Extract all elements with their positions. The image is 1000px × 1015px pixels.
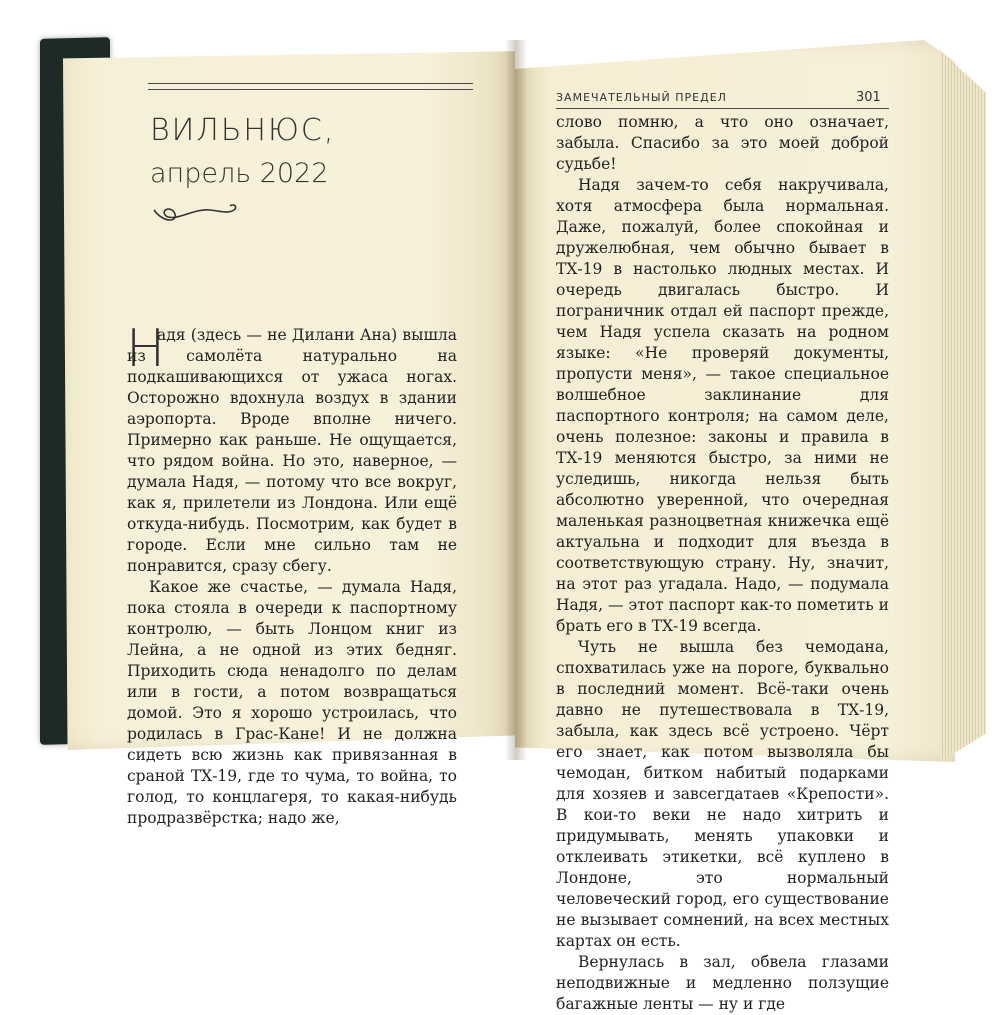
header-rule xyxy=(556,108,889,109)
page-number: 301 xyxy=(856,90,881,105)
drop-cap: Н xyxy=(126,319,166,379)
paragraph: Какое же счастье, — думала Надя, пока стояла в очереди к паспортному контролю, — быть Лонцом книг из Лейна, а не одной из этих бедняг. Приходить сюда ненадолго по делам или в гости, а потом возвращаться домой. Это я хорошо устроилась, что родилась в Грас-Кане! И не должна сидеть всю жизнь как привязанная в сраной ТХ-19, где то чума, то война, то голод, то концлагеря, то какая-нибудь продразвёрстка; надо же, xyxy=(127,578,457,827)
paragraph: Вернулась в зал, обвела глазами неподвижные и медленно ползущие багажные ленты — ну и где xyxy=(556,953,889,1013)
paragraph: адя (здесь — не Дилани Ана) вышла из самолёта натурально на подкашивающихся от ужаса ногах. Осторожно вдохнула воздух в здании аэропорта. Вроде вполне ничего. Примерно как раньше. Не ощущается, что рядом война. Но это, наверное, — думала Надя, — потому что все вокруг, как я, прилетели из Лондона. Или ещё откуда-нибудь. Посмотрим, как будет в городе. Если мне сильно там не понравится, сразу сбегу. xyxy=(127,326,457,575)
chapter-date: апрель 2022 xyxy=(150,158,329,189)
page-edges xyxy=(940,50,986,762)
paragraph: слово помню, а что оно означает, забыла. Спасибо за это моей доброй судьбе! xyxy=(556,113,889,173)
paragraph: Чуть не вышла без чемодана, спохватилась уже на пороге, буквально в последний момент. Всё-таки очень давно не путешествовала в ТХ-19, забыла, как здесь всё устроено. Чёрт его знает, как потом вызволяла бы чемодан, битком набитый подарками для хозяев и завсегдатаев «Крепости». В кои-то веки не надо хитрить и придумывать, менять упаковки и отклеивать этикетки, всё куплено в Лондоне, это нормальный человеческий город, его существование не вызывает сомнений, на всех местных картах он есть. xyxy=(556,638,889,950)
left-page-text xyxy=(126,319,457,829)
running-header: ЗАМЕЧАТЕЛЬНЫЙ ПРЕДЕЛ xyxy=(556,91,727,104)
top-rule xyxy=(148,83,473,84)
right-page-text xyxy=(556,112,889,1015)
book-gutter xyxy=(505,40,527,760)
flourish-ornament xyxy=(150,198,240,226)
chapter-title: ВИЛЬНЮС, xyxy=(150,113,336,148)
top-rule-thin xyxy=(148,89,473,90)
paragraph: Надя зачем-то себя накручивала, хотя атмосфера была нормальная. Даже, пожалуй, более спокойная и дружелюбная, чем обычно бывает в ТХ-19 в настолько людных местах. И очередь двигалась быстро. И пограничник отдал ей паспорт прежде, чем Надя успела сказать на родном языке: «Не проверяй документы, пропусти меня», — такое специальное волшебное заклинание для паспортного контроля; на самом деле, очень полезное: законы и правила в ТХ-19 меняются быстро, за ними не уследишь, никогда нельзя быть абсолютно уверенной, что очередная маленькая разноцветная книжечка ещё актуальна и подходит для въезда в соответствующую страну. Ну, значит, на этот раз угадала. Надо, — подумала Надя, — этот паспорт как-то пометить и брать его в ТХ-19 всегда. xyxy=(556,176,889,635)
